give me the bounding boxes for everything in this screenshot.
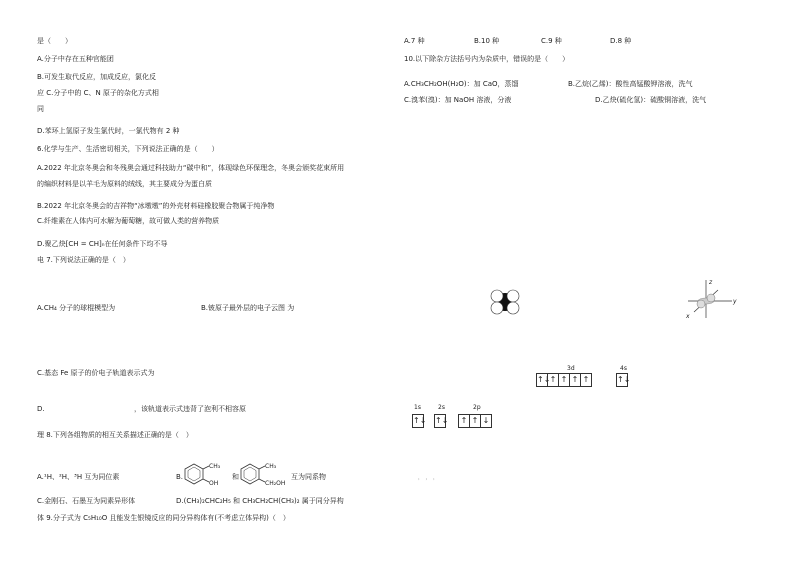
orbital-box: ↑ [558,373,570,387]
q6-option-a: A.2022 年北京冬奥会和冬残奥会通过科技助力“碳中和”，体现绿色环保理念，冬奥会颁奖花束所用 [37,164,345,172]
orbital-box: ↑ [458,414,470,428]
orbital-box: ↑ [580,373,592,387]
question-10: 10.以下除杂方法括号内为杂质中，错误的是（ ） [404,55,570,63]
orbital-box: ↓ [480,414,492,428]
orbital-2p-label: 2p [473,404,481,411]
option-d: D.苯环上氢原子发生氯代时，一氯代物有 2 种 [37,127,180,135]
orbital-box: ↑↓ [412,414,424,428]
orbital-box: ↑↓ [616,373,628,387]
q10-option-b: B.乙烷(乙烯)：酸性高锰酸钾溶液，洗气 [568,80,693,88]
q8-option-a: A.¹H、²H、³H 互为同位素 [37,473,120,481]
question-7: 电 7.下列说法正确的是（ ） [37,256,130,264]
o-cresol-structure-icon [182,460,228,494]
q8-option-d: D.(CH₃)₂CHC₂H₅ 和 CH₃CH₂CH(CH₃)₂ 属于同分异构 [176,497,344,505]
ch3-label: CH₃ [265,463,277,470]
electron-cloud-axes-icon [680,276,740,324]
q7-option-b: B.铍原子最外层的电子云图 为 [201,304,295,312]
q9-option-b: B.10 种 [474,37,500,45]
ch2oh-label: CH₂OH [265,480,286,487]
q8-option-b-suffix: 互为同系物 [291,473,326,481]
option-b: B.可发生取代反应，加成反应，氯化反 [37,73,157,81]
z-axis-label: z [709,279,713,286]
orbital-box: ↑ [547,373,559,387]
question-9: 体 9.分子式为 C₅H₁₀O 且能发生银镜反应的同分异构体有(不考虑立体异构)（ ） [37,514,290,522]
orbital-1s-label: 1s [414,404,421,411]
orbital-3d-label: 3d [567,365,575,372]
q10-option-a: A.CH₃CH₂OH(H₂O)：加 CaO，蒸馏 [404,80,519,88]
q9-option-a: A.7 种 [404,37,425,45]
oh-label: OH [209,480,219,487]
question-6: 6.化学与生产、生活密切相关，下列说法正确的是（ ） [37,145,219,153]
x-axis-label: x [686,313,690,320]
methylbenzyl-alcohol-structure-icon [238,460,288,494]
d-1s-boxes [412,414,427,428]
option-a: A.分子中存在五种官能团 [37,55,114,63]
stray-marks: ， ， ， [418,475,439,481]
q7-option-c: C.基态 Fe 原子的价电子轨道表示式为 [37,369,155,377]
q7-option-a: A.CH₄ 分子的球棍模型为 [37,304,116,312]
q6-option-d: D.聚乙炔[CH = CH]ₙ在任何条件下均不导 [37,240,168,248]
ch3-label: CH₃ [209,463,221,470]
q10-option-c: C.溴苯(溴)：加 NaOH 溶液，分液 [404,96,512,104]
text-line: 是（ ） [37,37,72,45]
q9-option-d: D.8 种 [610,37,632,45]
q7-option-d-prefix: D. [37,405,45,413]
q6-option-c: C.纤维素在人体内可水解为葡萄糖，故可做人类的营养物质 [37,217,220,225]
orbital-4s-label: 4s [620,365,627,372]
fe-3d-boxes [536,373,591,387]
y-axis-label: y [733,298,737,305]
orbital-box: ↑↓ [434,414,446,428]
q6-option-a-continued: 的编织材料是以羊毛为原料的绒线，其主要成分为蛋白质 [37,180,212,188]
q10-option-d: D.乙炔(硫化氢)：硫酸铜溶液，洗气 [595,96,707,104]
ch4-ball-model-icon [488,288,522,316]
q8-option-b-and: 和 [232,473,239,481]
d-2s-boxes [434,414,449,428]
q7-option-d: ，该轨道表示式违背了泡利不相容原 [134,405,246,413]
q8-option-c: C.金刚石、石墨互为同素异形体 [37,497,136,505]
orbital-box: ↑ [569,373,581,387]
orbital-box: ↑↓ [536,373,548,387]
d-2p-boxes [458,414,491,428]
option-c-continued: 同 [37,105,44,113]
q6-option-b: B.2022 年北京冬奥会的吉祥物“冰墩墩”的外壳材料硅橡胶聚合物属于纯净物 [37,202,275,210]
orbital-2s-label: 2s [438,404,445,411]
question-8: 理 8.下列各组物质的相互关系描述正确的是（ ） [37,431,193,439]
q8-option-b-prefix: B. [176,473,184,481]
orbital-box: ↑ [469,414,481,428]
fe-4s-boxes [616,373,631,387]
q9-option-c: C.9 种 [541,37,562,45]
option-b-continued: 应 C.分子中的 C、N 原子的杂化方式相 [37,89,159,97]
